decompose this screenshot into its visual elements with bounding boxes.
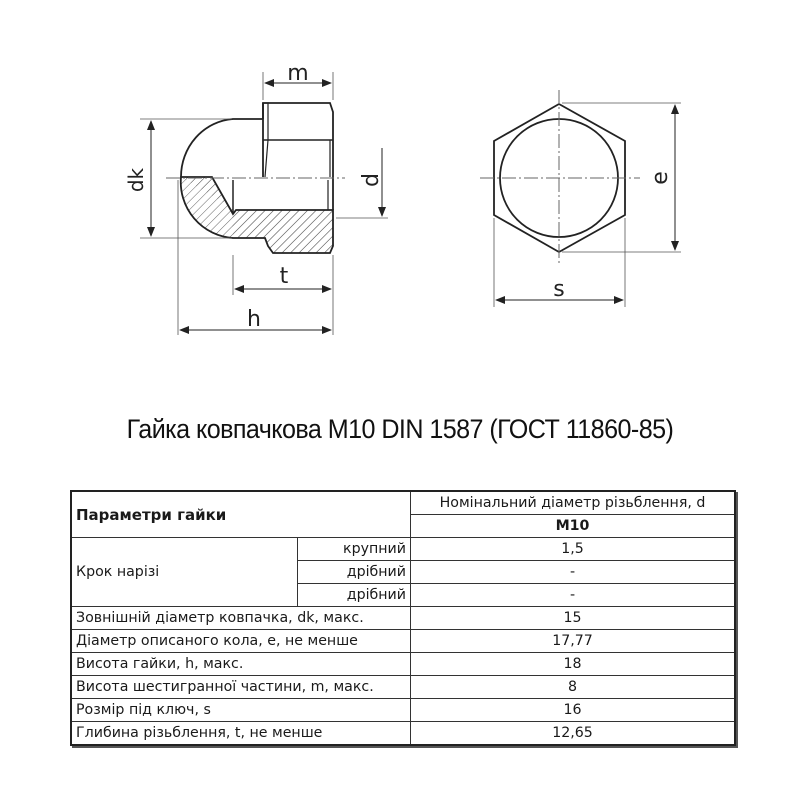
pitch-type: дрібний [298,584,411,607]
param-value: 12,65 [411,722,736,746]
pitch-label: Крок нарізі [71,538,298,607]
param-value: 18 [411,653,736,676]
pitch-type: дрібний [298,561,411,584]
params-header: Параметри гайки [71,491,411,538]
param-label: Висота шестигранної частини, m, макс. [71,676,411,699]
table-row [71,722,735,746]
side-view [140,72,388,335]
dim-label-d: d [359,173,384,187]
pitch-value: - [411,584,736,607]
dim-label-m: m [287,61,309,86]
table-row [71,607,735,630]
size-header: M10 [411,515,736,538]
dim-label-t: t [279,264,289,289]
page-title: Гайка ковпачкова М10 DIN 1587 (ГОСТ 11860-85) [126,414,674,444]
table-row [71,538,735,561]
top-view [480,90,681,307]
table-row [71,676,735,699]
table-header-row [71,491,735,515]
param-label: Глибина різьблення, t, не менше [71,722,411,746]
table-row [71,653,735,676]
nominal-diameter-header: Номінальний діаметр різьблення, d [411,491,736,515]
pitch-value: - [411,561,736,584]
table-row [71,630,735,653]
dim-label-e: e [648,171,673,185]
dim-label-h: h [247,307,261,332]
param-value: 15 [411,607,736,630]
technical-drawing [0,0,800,380]
param-label: Діаметр описаного кола, e, не менше [71,630,411,653]
pitch-value: 1,5 [411,538,736,561]
spec-table [70,490,736,746]
param-label: Зовнішній діаметр ковпачка, dk, макс. [71,607,411,630]
param-value: 17,77 [411,630,736,653]
dim-label-s: s [553,277,565,302]
param-value: 8 [411,676,736,699]
table-row [71,699,735,722]
pitch-type: крупний [298,538,411,561]
param-label: Висота гайки, h, макс. [71,653,411,676]
dim-label-dk: dk [124,167,148,193]
param-value: 16 [411,699,736,722]
param-label: Розмір під ключ, s [71,699,411,722]
